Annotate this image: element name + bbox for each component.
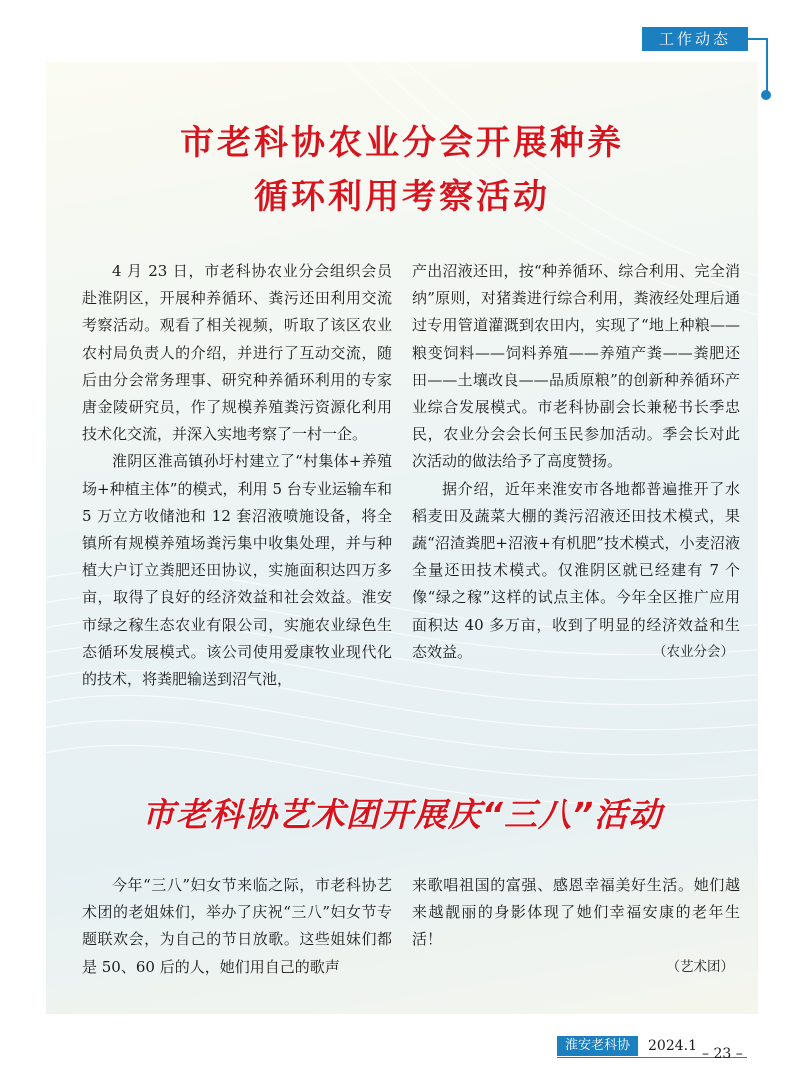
paragraph-text: 来歌唱祖国的富强、感恩幸福美好生活。她们越来越靓丽的身影体现了她们幸福安康的老年生活！ — [412, 876, 740, 949]
paragraph: 今年“三八”妇女节来临之际，市老科协艺术团的老姐妹们，举办了庆祝“三八”妇女节专题联欢会，为自己的节日放歌。这些姐妹们都是 50、60 后的人，她们用自己的歌声 — [82, 876, 392, 976]
article-title-line-1: 市老科协农业分会开展种养 — [180, 123, 624, 163]
paragraph — [412, 476, 740, 666]
article1-left-column — [82, 258, 392, 693]
signature: （农业分会） — [653, 643, 734, 660]
paragraph: 淮阴区淮高镇孙圩村建立了“村集体+养殖场+种植主体”的模式，利用 5 台专业运输车和 5 万立方收储池和 12 套沼液喷施设备，将全镇所有规模养殖场粪污集中收集处理，并与种植大户订立粪肥还田协议，实施面积达四万多亩，取得了良好的经济效益和社会效益。淮安市绿之稼生态农业有限公司，实施农业绿色生态循环发展模式。该公司使用爱康牧业现代化的技术，将粪肥输送到沼气池， — [82, 452, 392, 689]
paragraph-text: 据介绍，近年来淮安市各地都普遍推开了水稻麦田及蔬菜大棚的粪污沼液还田技术模式，果蔬“沼渣粪肥+沼液+有机肥”技术模式，小麦沼液全量还田技术模式。仅淮阴区就已经建有 7 个像“绿之稼”这样的试点主体。今年全区推广应用面积达 40 多万亩，收到了明显的经济效益和生态效益。 — [412, 479, 740, 661]
signature: （艺术团） — [666, 958, 734, 975]
journal-name: 淮安老科协 — [557, 1036, 638, 1056]
paragraph: 产出沼液还田，按“种养循环、综合利用、完全消纳”原则，对猪粪进行综合利用，粪液经处理后通过专用管道灌溉到农田内，实现了“地上种粮——粮变饲料——饲料养殖——养殖产粪——粪肥还田——土壤改良——品质原粮”的创新种养循环产业综合发展模式。市老科协副会长兼秘书长季忠民，农业分会会长何玉民参加活动。季会长对此次活动的做法给予了高度赞扬。 — [412, 262, 740, 471]
article-2-title: 市老科协艺术团开展庆“三八”活动 — [141, 795, 663, 834]
article2-left-column — [82, 872, 392, 981]
article-title-line-2: 循环利用考察活动 — [254, 177, 550, 217]
header-rule-vertical — [766, 38, 768, 94]
paragraph: 4 月 23 日，市老科协农业分会组织会员赴淮阴区，开展种养循环、粪污还田利用交流考察活动。观看了相关视频，听取了该区农业农村局负责人的介绍，并进行了互动交流，随后由分会常务理事、研究种养循环利用的专家唐金陵研究员，作了规模养殖粪污资源化利用技术化交流，并深入实地考察了一村一企。 — [82, 262, 392, 444]
section-label: 工作动态 — [642, 27, 748, 51]
issue-number: 2024.1 — [648, 1038, 697, 1054]
header-rule — [748, 38, 767, 40]
paragraph — [412, 872, 740, 975]
article1-right-column — [412, 258, 740, 666]
article2-right-column — [412, 872, 740, 981]
page-number: – 23 – — [702, 1046, 743, 1062]
header-dot — [761, 90, 771, 100]
